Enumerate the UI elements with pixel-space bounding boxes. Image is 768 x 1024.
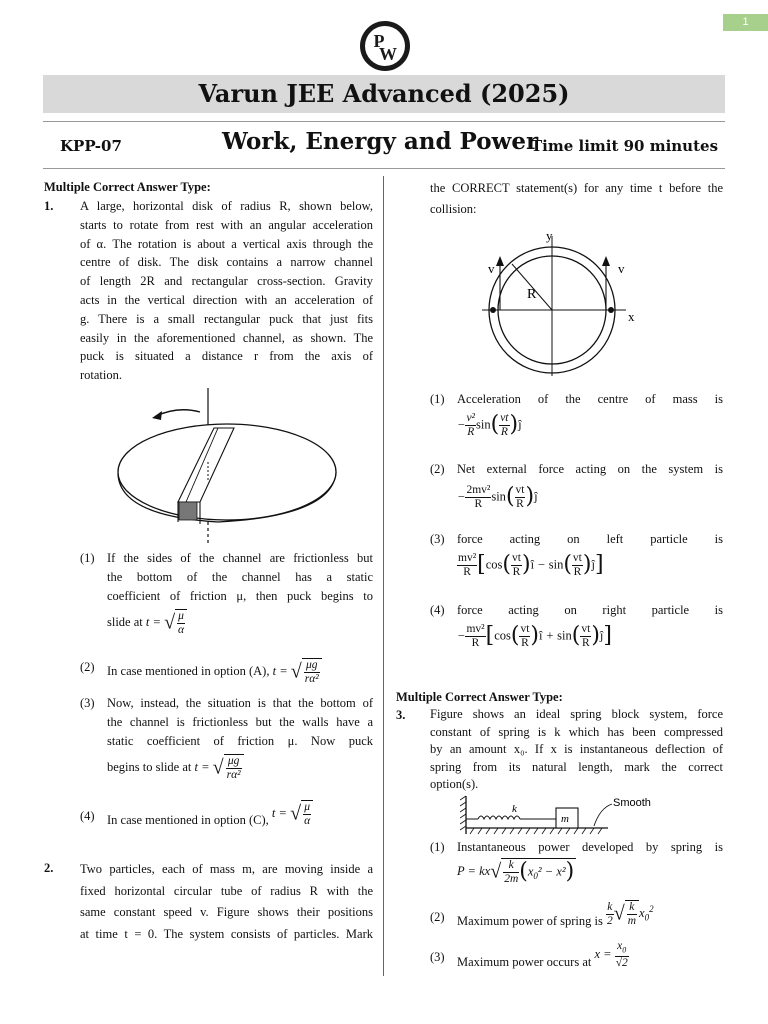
option-formula: − $\frac{\text{mv²}}{R}$ [cos( $\frac{vt}{R}$ )î + sin( $\frac{vt}{R}$ )ĵ] <box>457 623 612 649</box>
q1-line: A large, horizontal disk of radius R, shown below, <box>80 199 373 213</box>
option-text: force acting on left particle is <box>457 532 723 546</box>
option-line: If the sides of the channel are frictionless but <box>107 551 373 565</box>
svg-text:W: W <box>379 44 397 64</box>
option-number: (1) <box>430 840 445 854</box>
q1-line: acts in the vertical direction with an acceleration of <box>80 292 373 307</box>
option-formula: $\frac{k}{2}$ √ $\frac{k}{m}$ $x_0^2$ <box>606 900 654 928</box>
radius-label: R <box>527 287 537 302</box>
q1-option-2[interactable] <box>80 658 373 692</box>
q3-option-2[interactable] <box>430 900 723 934</box>
q1-line: centre of disk. The disk contains a narrow channel <box>80 255 373 270</box>
q1-option-1[interactable] <box>80 549 373 644</box>
q1-number: 1. <box>44 199 54 213</box>
q2-option-4[interactable] <box>430 601 723 665</box>
q1-line: rotation. <box>80 368 123 383</box>
q2-line: Two particles, each of mass m, are moving inside a <box>80 862 373 876</box>
q3-number: 3. <box>396 708 406 722</box>
option-formula: $\frac{\text{mv²}}{R}$ [cos( $\frac{vt}{R}$ )î − sin( $\frac{vt}{R}$ )ĵ] <box>458 552 604 578</box>
option-line: coefficient of friction μ, then puck begins to <box>107 588 373 603</box>
y-axis-label: y <box>546 228 553 243</box>
option-formula: P = kx√ $\frac{k}{2m}$ $(x_0^2 - x^2)$ <box>457 859 575 885</box>
option-line: Now, instead, the situation is that the bottom of <box>107 696 373 710</box>
column-divider <box>383 176 384 976</box>
option-text: Maximum power of spring is <box>457 914 603 929</box>
q2-option-1[interactable] <box>430 390 723 454</box>
option-tail: In case mentioned in option (A), <box>107 663 270 678</box>
q2-option-2[interactable] <box>430 460 723 524</box>
velocity-right-label: v <box>618 261 625 276</box>
option-tail: begins to slide at <box>107 760 192 775</box>
q1-line: puck is situated a distance r from the axis of <box>80 349 373 364</box>
x-axis-label: x <box>628 309 635 324</box>
option-number: (2) <box>430 462 445 476</box>
option-number: (2) <box>80 660 95 674</box>
pw-logo <box>359 20 411 72</box>
option-text: Net external force acting on the system is <box>457 462 723 476</box>
velocity-left-label: v <box>488 261 495 276</box>
option-text: Acceleration of the centre of mass is <box>457 392 723 406</box>
q2-option-3[interactable] <box>430 530 723 594</box>
option-text: Maximum power occurs at <box>457 955 592 970</box>
mass-label: m <box>561 813 569 825</box>
option-tail: In case mentioned in option (C), <box>107 812 269 827</box>
q3-line: by an amount x₀. If x is instantaneous deflection of <box>430 742 723 756</box>
q1-line: of α. The rotation is about a vertical axis through the <box>80 236 373 251</box>
topic-title: Work, Energy and Power <box>222 128 539 155</box>
option-number: (1) <box>80 551 95 565</box>
option-text: force acting on right particle is <box>457 603 723 617</box>
page-title: Varun JEE Advanced (2025) <box>198 79 570 108</box>
option-line: static coefficient of friction μ. Now puck <box>107 733 373 748</box>
q1-line: g. There is a small rectangular puck that just fits <box>80 311 373 326</box>
q1-line: starts to rotate from rest with an angular acceleration <box>80 217 373 232</box>
svg-text:P: P <box>373 31 385 51</box>
option-number: (4) <box>430 603 445 617</box>
q2-number: 2. <box>44 861 54 875</box>
option-tail: slide at <box>107 615 143 630</box>
q3-line: constant of spring is k which has been compressed <box>430 724 723 739</box>
q2-stem <box>80 859 373 945</box>
option-number: (2) <box>430 910 445 924</box>
q2-line: collision: <box>430 202 477 216</box>
q1-option-3[interactable] <box>80 694 373 789</box>
q3-line: option(s). <box>430 777 479 791</box>
q3-stem <box>430 706 723 794</box>
q2-line: same constant speed v. Figure shows their positions <box>80 905 373 919</box>
q3-option-3[interactable] <box>430 940 723 974</box>
q2-line: at time t = 0. The system consists of particles. Mark <box>80 926 373 941</box>
option-formula: x = $\frac{x_0}{√2}$ <box>594 940 628 970</box>
option-number: (4) <box>80 809 95 823</box>
q2-line: fixed horizontal circular tube of radius R with the <box>80 883 373 898</box>
option-number: (3) <box>430 532 445 546</box>
q3-line: spring from its natural length, mark the correct <box>430 759 723 774</box>
q1-section-heading: Multiple Correct Answer Type: <box>44 180 211 194</box>
kpp-code: KPP-07 <box>60 137 122 155</box>
option-formula: t = √ $\frac{\mu g}{\text{rα²}}$ <box>273 664 322 678</box>
rotating-disk-figure <box>108 384 348 549</box>
option-formula: − $\frac{\text{v²}}{R}$ sin( $\frac{vt}{R}$ )ĵ <box>457 412 522 438</box>
q1-line: of length 2R and rectangular cross-section. Gravity <box>80 274 373 289</box>
q3-option-1[interactable] <box>430 838 723 898</box>
q2-stem-continued <box>430 178 723 220</box>
header-rule-bottom <box>43 168 725 169</box>
time-limit: Time limit 90 minutes <box>531 137 719 155</box>
spring-constant-label: k <box>512 803 517 815</box>
q3-section-heading: Multiple Correct Answer Type: <box>396 690 563 704</box>
option-formula: t = √ $\frac{\mu}{\alpha}$ <box>146 615 187 629</box>
spring-block-figure <box>460 792 660 838</box>
option-formula: − $\frac{\text{2mv²}}{R}$ sin( $\frac{vt}{R}$ )ĵ <box>457 484 538 510</box>
q1-option-4[interactable] <box>80 800 373 836</box>
q2-line: the CORRECT statement(s) for any time t before the <box>430 181 723 195</box>
smooth-label: Smooth <box>613 797 651 809</box>
title-bar <box>43 75 725 113</box>
circular-tube-figure <box>480 228 650 378</box>
q3-line: Figure shows an ideal spring block system, force <box>430 707 723 721</box>
option-number: (3) <box>80 696 95 710</box>
q1-line: easily in the aforementioned channel, as shown. The <box>80 330 373 345</box>
option-line: the channel is frictionless but the walls have a <box>107 714 373 729</box>
page-number: 1 <box>723 14 768 31</box>
q1-stem <box>80 197 373 385</box>
option-line: the bottom of the channel has a static <box>107 569 373 584</box>
option-formula: t = √ $\frac{\mu g}{\text{rα²}}$ <box>195 760 244 774</box>
option-number: (1) <box>430 392 445 406</box>
option-text: Instantaneous power developed by spring is <box>457 840 723 854</box>
option-number: (3) <box>430 950 445 964</box>
option-formula: t = √ $\frac{\mu}{\alpha}$ <box>272 806 313 820</box>
header-rule-top <box>43 121 725 122</box>
